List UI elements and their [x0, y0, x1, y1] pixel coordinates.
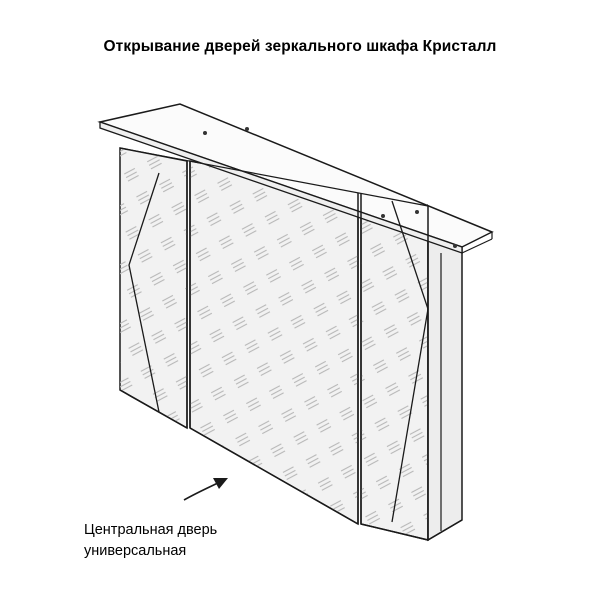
cabinet-body — [100, 104, 492, 540]
screw-icon — [245, 127, 249, 131]
screw-icon — [453, 244, 457, 248]
center-door-mirror-hatch — [190, 161, 358, 524]
caption-line-1: Центральная дверь — [84, 522, 218, 538]
side-panel — [428, 206, 462, 540]
center-door-pointer-arrow — [184, 478, 228, 500]
screw-icon — [203, 131, 207, 135]
annotation-caption — [84, 520, 314, 562]
screw-icon — [381, 214, 385, 218]
caption-line-2: универсальная — [84, 543, 187, 559]
page-title: Открывание дверей зеркального шкафа Кристалл — [103, 38, 497, 55]
screw-icon — [415, 210, 419, 214]
